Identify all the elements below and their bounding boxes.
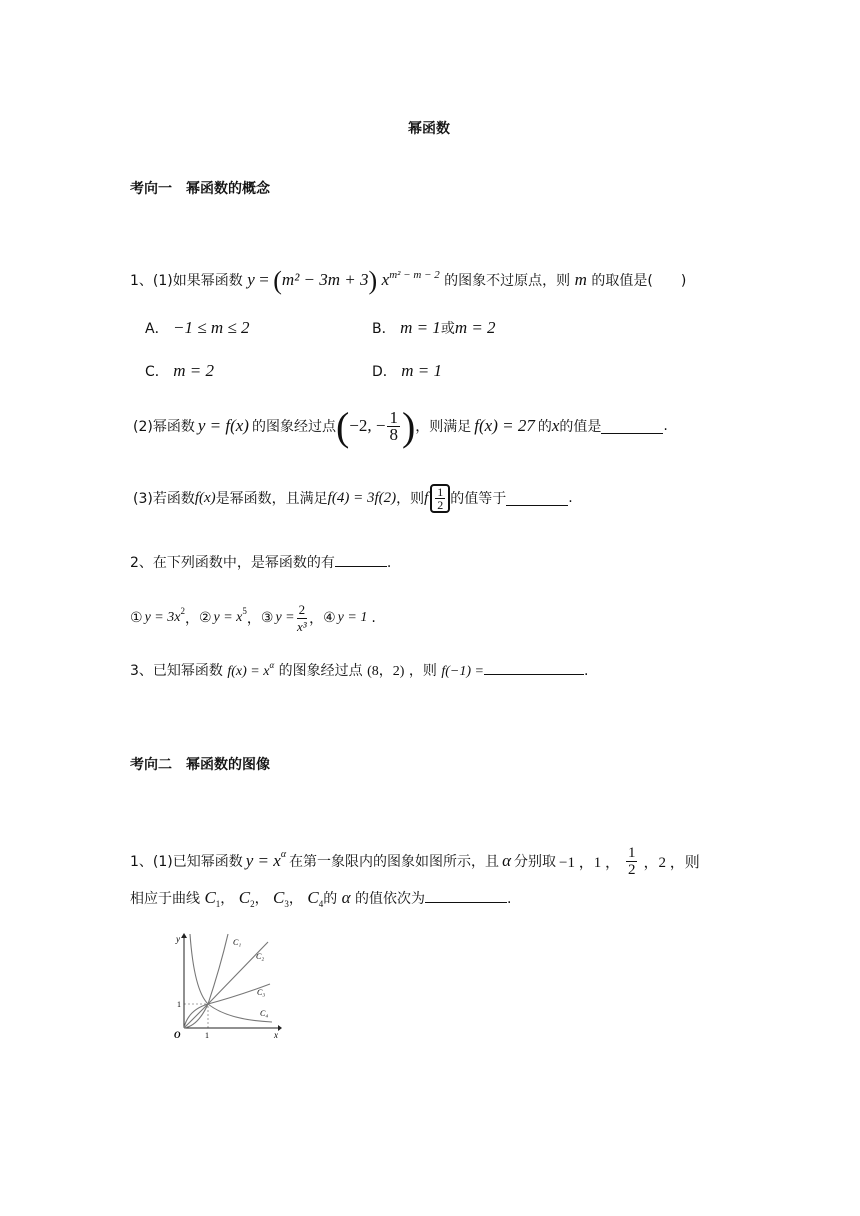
fig-label-c2: C₂ (256, 952, 265, 961)
page-title: 幂函数 (408, 121, 450, 137)
option-d (372, 361, 442, 381)
fig-label-c3: C₃ (257, 988, 266, 997)
q12-var-x: x (551, 416, 560, 435)
question-2-items (130, 598, 376, 638)
q12-point-a: −2, − (349, 416, 386, 435)
section-heading-concept: 考向一 幂函数的概念 (130, 181, 270, 197)
power-function-figure (168, 928, 284, 1040)
q3-point: (8，2) (367, 664, 405, 679)
q13-bracket (430, 484, 450, 513)
q2-item2: y = x (213, 610, 243, 625)
q1-var-m: m (574, 270, 587, 289)
q2-item4-mark: ④ (323, 610, 336, 626)
g1-c1: C (204, 888, 216, 907)
q3-prefix: 3、已知幂函数 (130, 663, 223, 679)
q12-frac-num: 1 (389, 407, 398, 427)
q3-mid2: ，则 (408, 663, 437, 679)
answer-blank[interactable] (506, 491, 568, 506)
graph-question-1 (130, 843, 700, 879)
q2-items-end: . (371, 610, 376, 626)
question-1-3 (133, 478, 573, 518)
option-b-expr2: m = 2 (454, 318, 496, 337)
option-b-label: B． (372, 321, 396, 337)
q2-item3-mark: ③ (260, 610, 274, 626)
g1-c2-sub: 2 (250, 898, 255, 909)
q2-item3-lhs: y = (275, 610, 295, 625)
g1-expr-sup: α (280, 848, 287, 860)
q1-prefix: 1、(1)如果幂函数 (130, 273, 243, 289)
q12-mid2: ，则满足 (415, 419, 472, 435)
option-c-expr: m = 2 (173, 361, 214, 380)
option-b (372, 318, 496, 338)
q3-expr-sup: α (269, 660, 275, 670)
g1-c2: C (238, 888, 251, 907)
q13-f1: f(x) (194, 489, 216, 506)
option-b-or: 或 (440, 321, 455, 337)
g1-prefix: 1、(1)已知幂函数 (130, 854, 243, 870)
q2-text: 2、在下列函数中，是幂函数的有 (130, 555, 335, 571)
q2-sep1: ， (184, 611, 199, 627)
q12-end: . (663, 418, 668, 434)
g1-comma1: ， (220, 891, 235, 907)
q12-expr2: f(x) = 27 (474, 416, 535, 435)
q13-prefix: (3)若函数 (133, 491, 195, 507)
g1-line2-prefix: 相应于曲线 (130, 891, 200, 907)
g1-half-den: 2 (627, 861, 636, 878)
g1-alpha: α (502, 851, 511, 870)
g1-c3-sub: 3 (284, 898, 289, 909)
question-3 (130, 660, 588, 680)
option-a-label: A． (145, 321, 169, 337)
q2-sep2: ， (246, 611, 261, 627)
q13-frac-num: 1 (437, 484, 444, 499)
answer-blank[interactable] (484, 660, 584, 675)
y-axis-arrow (181, 933, 187, 938)
g1-c3: C (273, 888, 285, 907)
g1-half (626, 845, 638, 878)
x-axis-arrow (278, 1025, 282, 1031)
g1-half-num: 1 (627, 844, 636, 861)
answer-blank[interactable] (335, 552, 387, 567)
g1-vals2: ，2 ，则 (643, 854, 700, 871)
option-a (145, 318, 249, 338)
g1-end: . (507, 891, 512, 907)
q2-item2-sup: 5 (242, 606, 247, 616)
q3-expr: f(x) = x (227, 664, 270, 679)
question-1-1: 1、(1)如果幂函数 y = (m² − 3m + 3) $x^{m^2 - m - 2}$ 的图象不过原点，则 m 的取值是( ) (130, 266, 687, 295)
section-heading-graph: 考向二 幂函数的图像 (130, 757, 270, 773)
fig-tick-x1: 1 (205, 1031, 209, 1040)
q2-item4: y = 1 (337, 610, 368, 625)
q2-sep3: ， (309, 611, 324, 627)
q13-end: . (568, 490, 573, 506)
q2-item3-frac (297, 602, 308, 635)
q13-mid1: 是幂函数，且满足 (215, 491, 328, 507)
q12-mid: 的图象经过点 (251, 419, 336, 435)
g1-expr: y = x (245, 851, 281, 870)
q2-item1-mark: ① (130, 610, 143, 626)
q1-suffix2: 的取值是( ) (591, 273, 687, 289)
q12-suffix: 的值是 (559, 419, 602, 435)
g1-comma3: ， (288, 891, 303, 907)
q13-frac (435, 486, 445, 511)
fig-tick-y1: 1 (177, 1000, 181, 1009)
q1-suffix: 的图象不过原点，则 (444, 273, 571, 289)
q3-expr2: f(−1) = (441, 664, 484, 679)
g1-mid2: 分别取 (514, 854, 556, 870)
q1-base: m² − 3m + 3 (281, 270, 369, 289)
q1-eq: = (259, 270, 269, 289)
q13-f3: f (424, 489, 429, 506)
graph-question-1-line2 (130, 888, 511, 909)
q13-f2: f(4) = 3f(2) (327, 489, 397, 506)
q12-prefix: (2)幂函数 (133, 419, 195, 435)
option-d-label: D． (372, 364, 397, 380)
g1-alpha2: α (341, 888, 351, 907)
fig-x-label: x (274, 1030, 278, 1040)
q1-x: x (381, 270, 390, 289)
fig-label-c1: C₁ (233, 938, 242, 947)
answer-blank[interactable] (601, 419, 663, 434)
q2-item3-num: 2 (298, 601, 306, 617)
q13-suffix: 的值等于 (450, 491, 507, 507)
option-c (145, 361, 214, 381)
q2-item2-mark: ② (198, 610, 212, 626)
q12-mid3: 的 (537, 419, 552, 435)
fig-y-label: y (176, 934, 180, 944)
g1-vals: −1 ，1 ， (559, 854, 620, 871)
fig-origin: O (174, 1030, 181, 1040)
q12-expr1: y = f(x) (197, 416, 249, 435)
q13-mid2: ，则 (396, 491, 425, 507)
question-1-2: (2)幂函数 y = f(x) 的图象经过点 ( −2, − $\frac{1}{8}$ ) ，则满足 f(x) = 27 的 x 的值是 . (133, 403, 668, 449)
option-c-label: C． (145, 364, 169, 380)
answer-blank[interactable] (425, 888, 507, 903)
fig-label-c4: C₄ (260, 1009, 269, 1018)
q12-frac-den: 8 (389, 424, 398, 444)
g1-c1-sub: 1 (215, 898, 221, 909)
q2-item1-sup: 2 (180, 606, 185, 616)
option-a-expr: −1 ≤ m ≤ 2 (173, 318, 250, 337)
q12-point-frac (387, 407, 400, 444)
g1-comma2: ， (254, 891, 269, 907)
q2-item1: y = 3x (144, 610, 181, 625)
q1-y: y (247, 270, 255, 289)
question-2 (130, 552, 391, 572)
g1-line2-suffix: 的值依次为 (355, 891, 426, 907)
g1-c4-sub: 4 (318, 898, 324, 909)
q3-end: . (583, 663, 589, 679)
option-b-expr1: m = 1 (400, 318, 441, 337)
q2-end: . (386, 555, 392, 571)
q3-mid: 的图象经过点 (278, 663, 363, 679)
q2-item3-den: x³ (297, 618, 307, 634)
q1-exponent: m² − m − 2 (389, 269, 440, 281)
g1-mid: 在第一象限内的图象如图所示，且 (289, 854, 500, 870)
q13-frac-den: 2 (437, 497, 444, 512)
g1-c4: C (307, 888, 319, 907)
option-d-expr: m = 1 (401, 361, 442, 380)
g1-line2-mid: 的 (323, 891, 338, 907)
